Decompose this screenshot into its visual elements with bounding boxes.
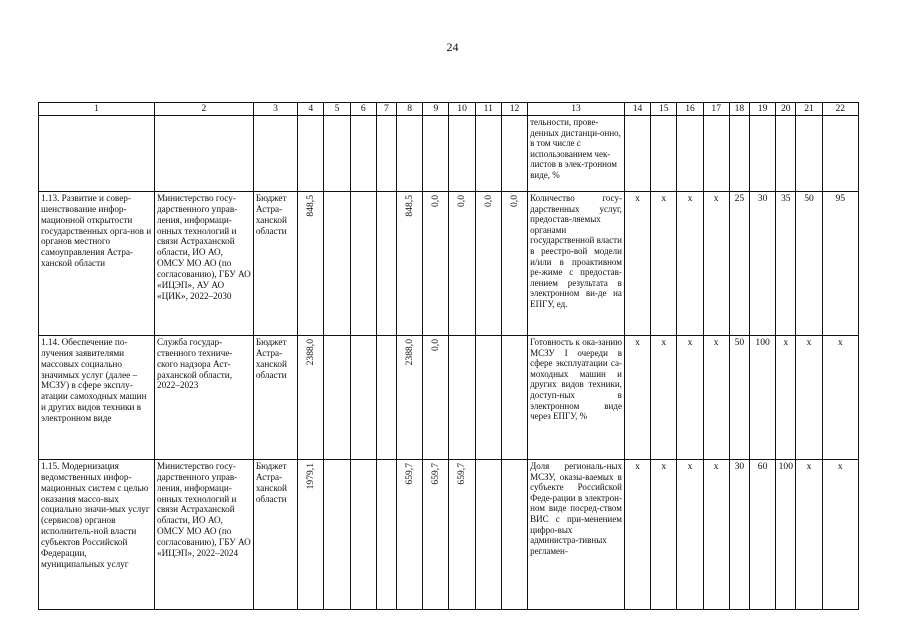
amount-cell: 659,7 xyxy=(430,463,442,485)
indicator-value: x xyxy=(703,192,729,336)
indicator-value: 60 xyxy=(749,460,775,610)
indicator-value: x xyxy=(624,336,650,460)
col-header: 11 xyxy=(475,103,501,116)
executor-text: Министерство госу-дарственного управ-ления, информаци-онных технологий и связи Астраханской области, ИО АО, ОМСУ МО АО (по согласованию), ГБУ АО «ИЦЭП», 2022–2024 xyxy=(154,460,253,610)
funding-source: Бюджет Астра-ханской области xyxy=(253,460,297,610)
amount-cell: 659,7 xyxy=(456,463,468,485)
total-amount: 1979,1 xyxy=(305,463,317,490)
executor-text: Служба государ-ственного техниче-ского надзора Аст-раханской области, 2022–2023 xyxy=(154,336,253,460)
amount-cell: 848,5 xyxy=(403,195,415,217)
table-row xyxy=(39,460,859,610)
funding-source: Бюджет Астра-ханской области xyxy=(253,336,297,460)
col-header: 12 xyxy=(501,103,527,116)
indicator-value: 50 xyxy=(796,192,822,336)
indicator-value: x xyxy=(822,336,858,460)
col-header: 6 xyxy=(350,103,376,116)
col-header: 20 xyxy=(776,103,796,116)
indicator-value: x xyxy=(677,192,703,336)
executor-text: Министерство госу-дарственного управ-ления, информаци-онных технологий и связи Астраханской области, ИО АО, ОМСУ МО АО (по согласованию), ГБУ АО «ИЦЭП», АУ АО «ЦИК», 2022–2030 xyxy=(154,192,253,336)
indicator-value: 95 xyxy=(822,192,858,336)
page-number: 24 xyxy=(446,40,459,54)
col-header: 13 xyxy=(528,103,625,116)
indicator-value: x xyxy=(677,460,703,610)
indicator-text: Доля региональ-ных МСЗУ, оказы-ваемых в субъекте Российской Феде-рации в электрон-ном виде посред-ством ВИС с при-менением цифро-вых администра-тивных регламен- xyxy=(528,460,625,610)
amount-cell: 0,0 xyxy=(508,195,520,207)
indicator-value: 50 xyxy=(729,336,749,460)
indicator-value: x xyxy=(651,336,677,460)
table-row xyxy=(39,192,859,336)
indicator-value: x xyxy=(796,336,822,460)
indicator-value: 100 xyxy=(749,336,775,460)
col-header: 2 xyxy=(154,103,253,116)
amount-cell: 0,0 xyxy=(430,195,442,207)
measure-name: 1.15. Модернизация ведомственных инфор-мационных систем с целью оказания массо-вых социально значи-мых услуг (сервисов) органов исполнитель-ной власти субъектов Российской Федерации, муниципальных услуг xyxy=(39,460,155,610)
indicator-value: 30 xyxy=(749,192,775,336)
amount-cell: 2388,0 xyxy=(403,339,415,366)
funding-source: Бюджет Астра-ханской области xyxy=(253,192,297,336)
col-header: 10 xyxy=(449,103,475,116)
col-header: 18 xyxy=(729,103,749,116)
indicator-value: x xyxy=(677,336,703,460)
col-header: 4 xyxy=(298,103,324,116)
total-amount: 848,5 xyxy=(305,195,317,217)
column-number-row xyxy=(39,103,859,116)
col-header: 3 xyxy=(253,103,297,116)
continuation-row xyxy=(39,116,859,192)
indicator-value: x xyxy=(651,460,677,610)
indicator-text: Количество госу-дарственных услуг, предостав-ляемых органами государственной власти в реестро-вой модели и/или в проактивном ре-жиме с предостав-лением результата в электронном ви-де на ЕПГУ, ед. xyxy=(528,192,625,336)
col-header: 5 xyxy=(324,103,350,116)
indicator-value: x xyxy=(624,460,650,610)
table-row xyxy=(39,336,859,460)
col-header: 9 xyxy=(423,103,449,116)
indicator-value: 100 xyxy=(776,460,796,610)
col-header: 17 xyxy=(703,103,729,116)
indicator-value: x xyxy=(822,460,858,610)
indicator-value: x xyxy=(624,192,650,336)
col-header: 14 xyxy=(624,103,650,116)
col-header: 21 xyxy=(796,103,822,116)
program-table xyxy=(38,102,859,610)
indicator-value: 25 xyxy=(729,192,749,336)
indicator-value: x xyxy=(703,460,729,610)
col-header: 15 xyxy=(651,103,677,116)
col-header: 16 xyxy=(677,103,703,116)
indicator-value: x xyxy=(776,336,796,460)
col-header: 22 xyxy=(822,103,858,116)
indicator-value: x xyxy=(796,460,822,610)
indicator-value: x xyxy=(651,192,677,336)
col-header: 7 xyxy=(376,103,396,116)
col-header: 1 xyxy=(39,103,155,116)
indicator-value: 35 xyxy=(776,192,796,336)
total-amount: 2388,0 xyxy=(305,339,317,366)
measure-name: 1.13. Развитие и совер-шенствование инфор-мационной открытости государственных орга-нов и органов местного самоуправления Астра-ханской области xyxy=(39,192,155,336)
amount-cell: 0,0 xyxy=(430,339,442,351)
indicator-value: x xyxy=(703,336,729,460)
measure-name: 1.14. Обеспечение по-лучения заявителями массовых социально значимых услуг (далее – МСЗУ) в сфере эксплу-атации самоходных машин и других видов техники в электронном виде xyxy=(39,336,155,460)
amount-cell: 0,0 xyxy=(456,195,468,207)
indicator-value: 30 xyxy=(729,460,749,610)
amount-cell: 0,0 xyxy=(482,195,494,207)
indicator-text: тельности, прове-денных дистанци-онно, в том числе с использованием чек-листов в элек-тронном виде, % xyxy=(528,116,625,192)
col-header: 8 xyxy=(397,103,423,116)
indicator-text: Готовность к ока-занию МСЗУ I очереди в сфере эксплуатации са-моходных машин и других видов техники, доступ-ных в электронном виде через ЕПГУ, % xyxy=(528,336,625,460)
col-header: 19 xyxy=(749,103,775,116)
amount-cell: 659,7 xyxy=(403,463,415,485)
